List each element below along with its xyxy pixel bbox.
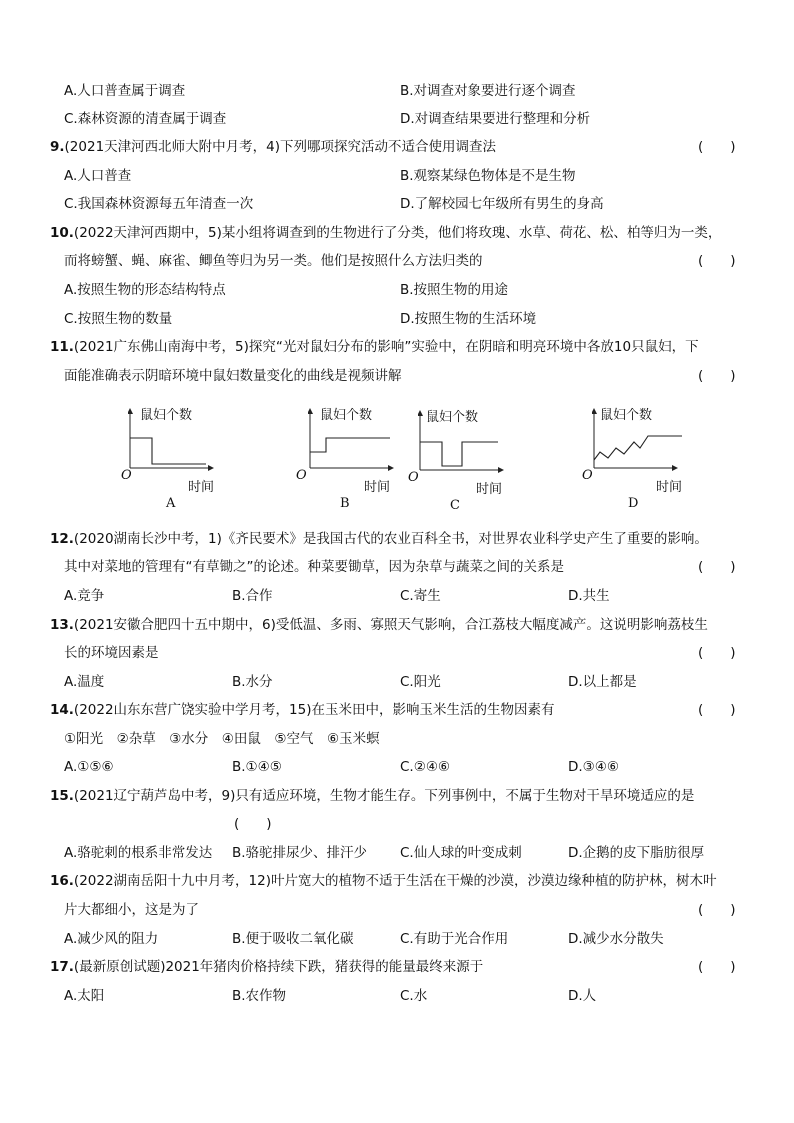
q10-stem-line2 xyxy=(64,250,742,272)
q17-option-d: D.人 xyxy=(568,988,597,1004)
graph-d-ylabel: 鼠妇个数 xyxy=(600,408,653,423)
q12-stem-text-2: 其中对菜地的管理有“有草锄之”的论述。种菜要锄草，因为杂草与蔬菜之间的关系是 xyxy=(64,559,564,575)
q17-stem xyxy=(50,956,742,978)
q13-stem-text-2: 长的环境因素是 xyxy=(64,645,159,661)
graph-b-plot xyxy=(308,408,408,474)
q16-option-d: D.减少水分散失 xyxy=(568,931,664,947)
q12-option-d: D.共生 xyxy=(568,588,610,604)
q9-answer-paren: ( ) xyxy=(698,139,736,155)
q15-option-c: C.仙人球的叶变成刺 xyxy=(400,845,522,861)
q17-stem-text: (最新原创试题)2021年猪肉价格持续下跌，猪获得的能量最终来源于 xyxy=(73,959,484,975)
q16-stem-line2 xyxy=(64,899,742,921)
graph-b-letter: B xyxy=(340,496,350,511)
q11-number: 11. xyxy=(50,339,74,355)
q9-number: 9. xyxy=(50,139,65,155)
q9-option-d: D.了解校园七年级所有男生的身高 xyxy=(400,196,604,212)
q12-option-c: C.寄生 xyxy=(400,588,441,604)
graph-d-xlabel: 时间 xyxy=(656,480,683,495)
q16-stem-text-1: (2022湖南岳阳十九中月考，12)叶片宽大的植物不适于生活在干燥的沙漠，沙漠边缘种植的防护林，树木叶 xyxy=(73,873,717,889)
q14-items xyxy=(64,728,742,750)
q12-option-b: B.合作 xyxy=(232,588,273,604)
q14-answer-paren: ( ) xyxy=(698,702,736,718)
q15-paren-line xyxy=(64,813,742,835)
q11-stem-text-2: 面能准确表示阴暗环境中鼠妇数量变化的曲线是视频讲解 xyxy=(64,368,402,384)
q11-stem-line2 xyxy=(64,365,742,387)
q10-stem-text-1: (2022天津河西期中，5)某小组将调查到的生物进行了分类，他们将玫瑰、水草、荷花、松、柏等归为一类， xyxy=(73,225,722,241)
q11-answer-paren: ( ) xyxy=(698,368,736,384)
q13-options xyxy=(64,671,742,693)
q12-stem-line1 xyxy=(50,528,742,550)
q10-stem-line1 xyxy=(50,222,742,244)
q14-option-b: B.①④⑤ xyxy=(232,759,282,775)
graph-b-origin: O xyxy=(296,468,307,483)
q12-stem-text-1: (2020湖南长沙中考，1)《齐民要术》是我国古代的农业百科全书，对世界农业科学史产生了重要的影响。 xyxy=(73,531,708,547)
graph-a-plot xyxy=(128,408,228,474)
q8-options-row2 xyxy=(64,108,742,130)
q15-option-a: A.骆驼刺的根系非常发达 xyxy=(64,845,213,861)
graph-d-letter: D xyxy=(628,496,639,511)
q10-options-row2 xyxy=(64,308,742,330)
q13-option-b: B.水分 xyxy=(232,674,273,690)
q14-option-d: D.③④⑥ xyxy=(568,759,619,775)
q17-option-b: B.农作物 xyxy=(232,988,287,1004)
q14-items-text: ①阳光 ②杂草 ③水分 ④田鼠 ⑤空气 ⑥玉米螟 xyxy=(64,731,380,747)
q9-options-row2 xyxy=(64,193,742,215)
q10-number: 10. xyxy=(50,225,74,241)
q8-option-d: D.对调查结果要进行整理和分析 xyxy=(400,111,591,127)
q9-option-c: C.我国森林资源每五年清查一次 xyxy=(64,196,254,212)
q10-option-c: C.按照生物的数量 xyxy=(64,311,173,327)
graph-b-ylabel: 鼠妇个数 xyxy=(320,408,373,423)
q15-option-b: B.骆驼排尿少、排汗少 xyxy=(232,845,368,861)
graph-a-ylabel: 鼠妇个数 xyxy=(140,408,193,423)
graph-d-origin: O xyxy=(582,468,593,483)
q13-number: 13. xyxy=(50,617,74,633)
graph-a-letter: A xyxy=(166,496,176,511)
q17-options xyxy=(64,985,742,1007)
q10-answer-paren: ( ) xyxy=(698,253,736,269)
q9-options-row1 xyxy=(64,165,742,187)
q8-option-a: A.人口普查属于调查 xyxy=(64,83,186,99)
q9-stem xyxy=(50,136,742,158)
q16-stem-line1 xyxy=(50,870,742,892)
q17-option-c: C.水 xyxy=(400,988,428,1004)
q12-answer-paren: ( ) xyxy=(698,559,736,575)
q15-answer-paren: ( ) xyxy=(234,816,272,832)
q9-option-a: A.人口普查 xyxy=(64,168,132,184)
q16-stem-text-2: 片大都细小，这是为了 xyxy=(64,902,199,918)
q13-stem-text-1: (2021安徽合肥四十五中期中，6)受低温、多雨、寡照天气影响，合江荔枝大幅度减产。这说明影响荔枝生 xyxy=(73,617,708,633)
q16-answer-paren: ( ) xyxy=(698,902,736,918)
graph-d-plot xyxy=(592,408,692,474)
q11-stem-line1 xyxy=(50,336,742,358)
q10-option-d: D.按照生物的生活环境 xyxy=(400,311,537,327)
graph-c-plot xyxy=(418,410,518,476)
q14-option-c: C.②④⑥ xyxy=(400,759,451,775)
q10-stem-text-2: 而将螃蟹、蝇、麻雀、鲫鱼等归为另一类。他们是按照什么方法归类的 xyxy=(64,253,483,269)
q14-number: 14. xyxy=(50,702,74,718)
graph-c-ylabel: 鼠妇个数 xyxy=(426,410,479,425)
q9-option-b: B.观察某绿色物体是不是生物 xyxy=(400,168,576,184)
q16-option-b: B.便于吸收二氧化碳 xyxy=(232,931,354,947)
q12-option-a: A.竞争 xyxy=(64,588,105,604)
q16-option-c: C.有助于光合作用 xyxy=(400,931,509,947)
q15-options xyxy=(64,842,742,864)
q17-number: 17. xyxy=(50,959,74,975)
q10-option-b: B.按照生物的用途 xyxy=(400,282,509,298)
q16-option-a: A.减少风的阻力 xyxy=(64,931,159,947)
graph-c-letter: C xyxy=(450,498,460,513)
q15-stem xyxy=(50,785,742,807)
q12-stem-line2 xyxy=(64,556,742,578)
graph-c-origin: O xyxy=(408,470,419,485)
q13-option-c: C.阳光 xyxy=(400,674,441,690)
q13-option-a: A.温度 xyxy=(64,674,105,690)
q15-option-d: D.企鹅的皮下脂肪很厚 xyxy=(568,845,705,861)
q14-stem xyxy=(50,699,742,721)
graph-a-origin: O xyxy=(121,468,132,483)
q8-option-c: C.森林资源的清查属于调查 xyxy=(64,111,227,127)
q10-options-row1 xyxy=(64,279,742,301)
q16-options xyxy=(64,928,742,950)
q8-option-b: B.对调查对象要进行逐个调查 xyxy=(400,83,576,99)
q14-options xyxy=(64,756,742,778)
q13-answer-paren: ( ) xyxy=(698,645,736,661)
q14-stem-text: (2022山东东营广饶实验中学月考，15)在玉米田中，影响玉米生活的生物因素有 xyxy=(73,702,555,718)
q13-option-d: D.以上都是 xyxy=(568,674,637,690)
q14-option-a: A.①⑤⑥ xyxy=(64,759,114,775)
graph-b-xlabel: 时间 xyxy=(364,480,391,495)
q9-stem-text: (2021天津河西北师大附中月考，4)下列哪项探究活动不适合使用调查法 xyxy=(64,139,497,155)
q15-stem-text: (2021辽宁葫芦岛中考，9)只有适应环境，生物才能生存。下列事例中，不属于生物对干旱环境适应的是 xyxy=(73,788,695,804)
q17-answer-paren: ( ) xyxy=(698,959,736,975)
q13-stem-line2 xyxy=(64,642,742,664)
q16-number: 16. xyxy=(50,873,74,889)
q10-option-a: A.按照生物的形态结构特点 xyxy=(64,282,226,298)
q13-stem-line1 xyxy=(50,614,742,636)
q17-option-a: A.太阳 xyxy=(64,988,105,1004)
q15-number: 15. xyxy=(50,788,74,804)
q12-options xyxy=(64,585,742,607)
q12-number: 12. xyxy=(50,531,74,547)
q11-stem-text-1: (2021广东佛山南海中考，5)探究“光对鼠妇分布的影响”实验中，在阴暗和明亮环境中各放10只鼠妇，下 xyxy=(73,339,699,355)
graph-a-xlabel: 时间 xyxy=(188,480,215,495)
q8-options-row1 xyxy=(64,80,742,102)
graph-c-xlabel: 时间 xyxy=(476,482,503,497)
